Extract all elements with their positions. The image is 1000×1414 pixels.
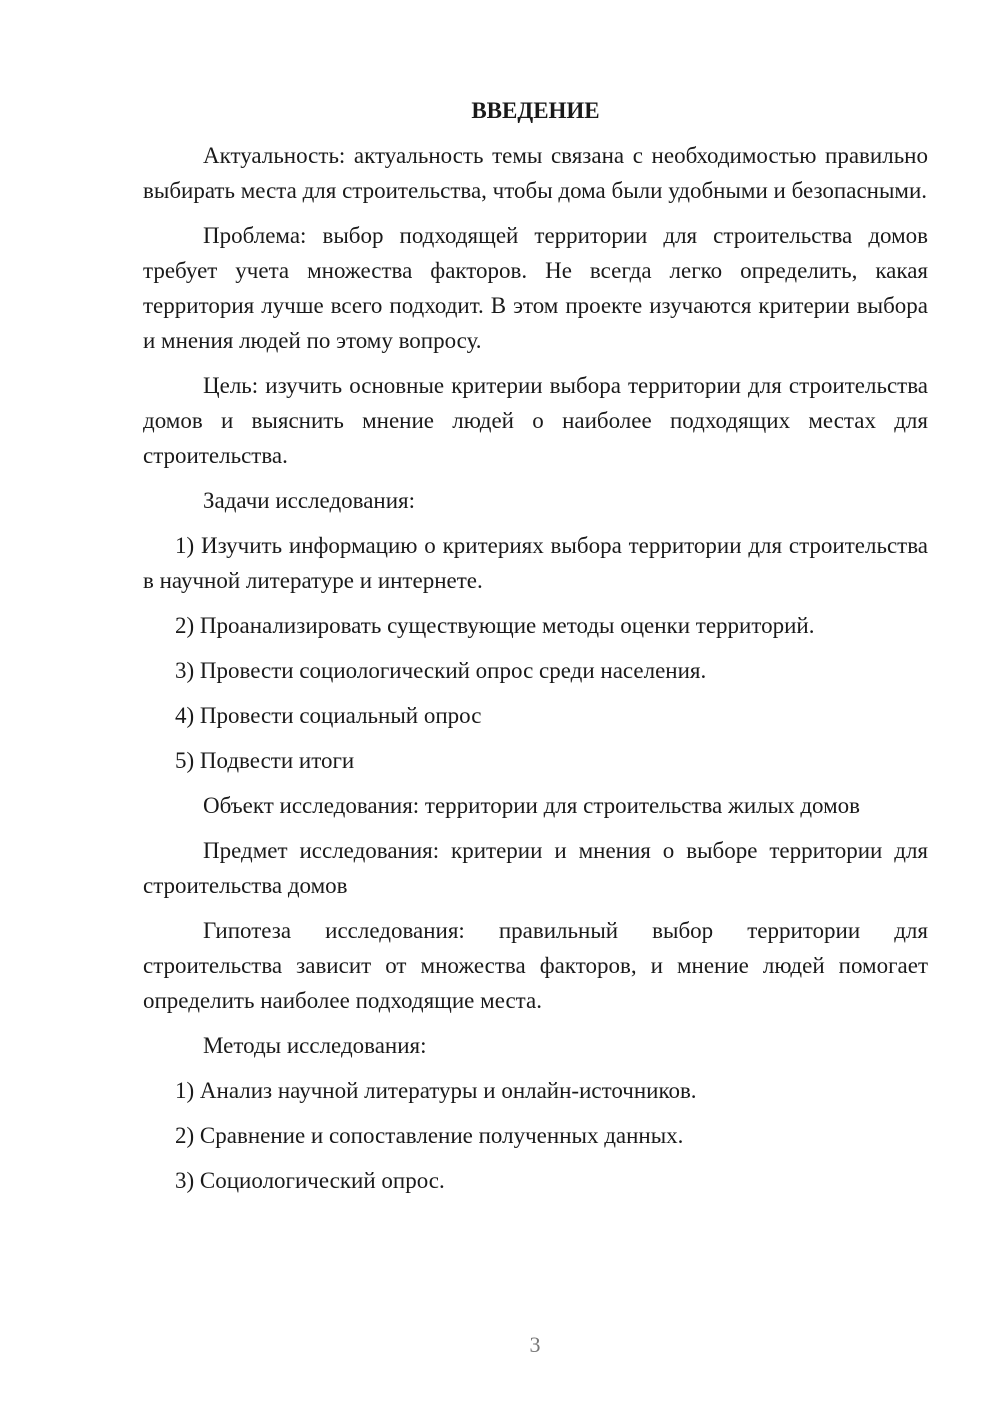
page-number: 3: [529, 1332, 541, 1357]
task-item: 3) Провести социологический опрос среди населения.: [175, 658, 707, 683]
method-item: 1) Анализ научной литературы и онлайн-источников.: [175, 1078, 697, 1103]
task-item: 2) Проанализировать существующие методы оценки территорий.: [175, 613, 815, 638]
methods-heading: Методы исследования:: [203, 1033, 427, 1058]
subject-paragraph: Предмет исследования: критерии и мнения о выборе территории для строительства домов: [143, 838, 928, 898]
goal-paragraph: Цель: изучить основные критерии выбора территории для строительства домов и выяснить мнение людей о наиболее подходящих местах для строительства.: [143, 373, 928, 468]
relevance-paragraph: Актуальность: актуальность темы связана с необходимостью правильно выбирать места для строительства, чтобы дома были удобными и безопасными.: [143, 143, 928, 203]
method-item: 3) Социологический опрос.: [175, 1168, 445, 1193]
task-item: 5) Подвести итоги: [175, 748, 355, 773]
object-paragraph: Объект исследования: территории для строительства жилых домов: [203, 793, 861, 818]
document-body: [143, 93, 928, 1208]
problem-paragraph: Проблема: выбор подходящей территории для строительства домов требует учета множества факторов. Не всегда легко определить, какая территория лучше всего подходит. В этом проекте изучаются критерии выбора и мнения людей по этому вопросу.: [143, 223, 928, 353]
tasks-heading: Задачи исследования:: [203, 488, 416, 513]
hypothesis-paragraph: Гипотеза исследования: правильный выбор территории для строительства зависит от множества факторов, и мнение людей помогает определить наиболее подходящие места.: [143, 918, 928, 1013]
task-item: 1) Изучить информацию о критериях выбора территории для строительства в научной литературе и интернете.: [143, 533, 928, 593]
section-title: ВВЕДЕНИЕ: [471, 98, 600, 123]
method-item: 2) Сравнение и сопоставление полученных данных.: [175, 1123, 684, 1148]
task-item: 4) Провести социальный опрос: [175, 703, 482, 728]
